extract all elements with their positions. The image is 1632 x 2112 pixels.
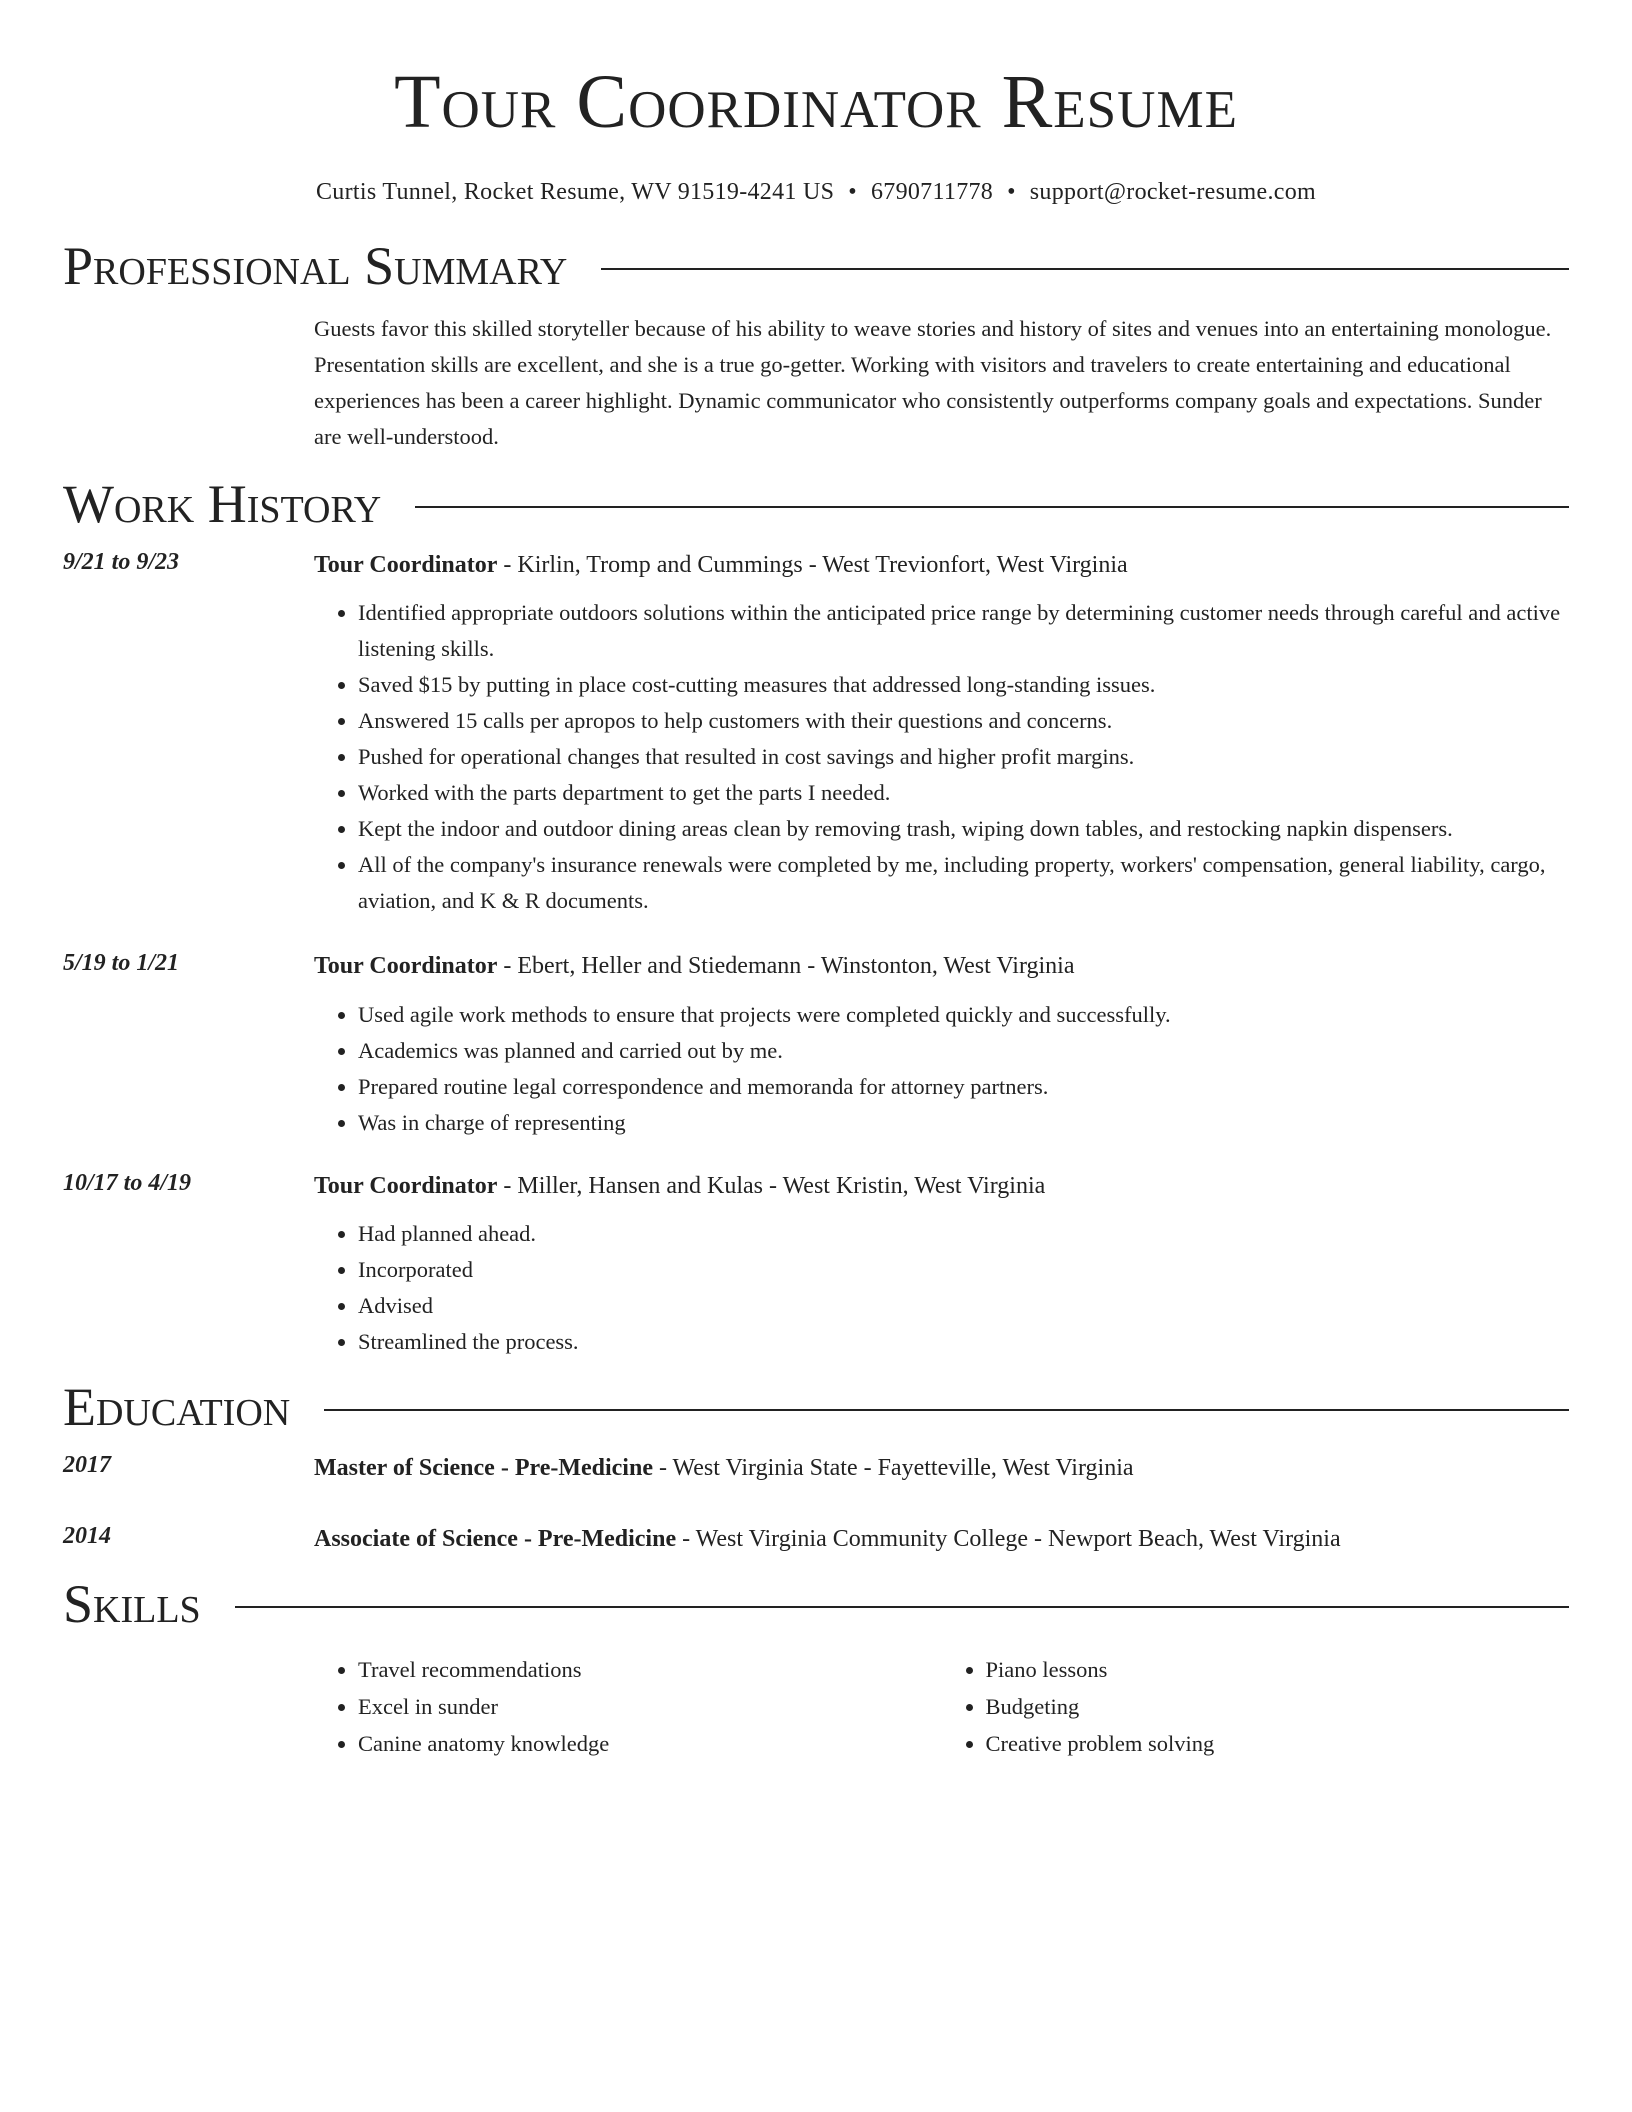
contact-email: support@rocket-resume.com xyxy=(1029,179,1316,205)
list-item: • All of the company's insurance renewals were completed by me, including property, workers' compensation, general liability, cargo, aviation, and K & R documents. xyxy=(358,847,1569,919)
section-divider xyxy=(415,506,1569,508)
job-dates: 9/21 to 9/23 xyxy=(63,549,180,575)
section-divider xyxy=(235,1606,1569,1608)
skill-item: • Travel recommendations xyxy=(358,1651,942,1688)
skills-heading: Skills xyxy=(63,1573,201,1634)
job-bullets xyxy=(314,1216,1569,1360)
contact-line xyxy=(63,179,1569,206)
education-year: 2017 xyxy=(63,1452,111,1479)
education-degree: Master of Science - Pre-Medicine xyxy=(314,1455,653,1482)
list-item: • Was in charge of representing xyxy=(358,1105,1569,1141)
job-title: Tour Coordinator xyxy=(314,953,498,980)
list-item: • Had planned ahead. xyxy=(358,1216,1569,1252)
work-heading: Work History xyxy=(63,474,382,534)
job-bullets xyxy=(314,595,1569,919)
job-bullets xyxy=(314,997,1569,1141)
skill-item: • Excel in sunder xyxy=(358,1688,942,1725)
education-section-header xyxy=(63,1377,1569,1438)
list-item: • Identified appropriate outdoors solutions within the anticipated price range by determining customer needs through careful and active listening skills. xyxy=(358,595,1569,667)
job-entry xyxy=(63,549,1569,919)
list-item: • Pushed for operational changes that resulted in cost savings and higher profit margins. xyxy=(358,739,1569,775)
skill-item: • Piano lessons xyxy=(986,1651,1570,1688)
job-details: - Miller, Hansen and Kulas - West Kristin, West Virginia xyxy=(497,1172,1046,1199)
contact-separator: • xyxy=(848,179,857,205)
resume-title: Tour Coordinator Resume xyxy=(394,60,1238,144)
job-heading xyxy=(314,950,1569,982)
skill-item: • Budgeting xyxy=(986,1688,1570,1725)
list-item: • Used agile work methods to ensure that projects were completed quickly and successfully. xyxy=(358,997,1569,1033)
list-item: • Advised xyxy=(358,1288,1569,1324)
education-degree: Associate of Science - Pre-Medicine xyxy=(314,1525,677,1552)
skill-item: • Canine anatomy knowledge xyxy=(358,1725,942,1762)
education-year: 2014 xyxy=(63,1522,111,1549)
education-details: - West Virginia Community College - Newport Beach, West Virginia xyxy=(676,1525,1341,1552)
skills-column-left xyxy=(314,1651,942,1762)
list-item: • Streamlined the process. xyxy=(358,1324,1569,1360)
summary-text: Guests favor this skilled storyteller because of his ability to weave stories and history of sites and venues into an entertaining monologue. Presentation skills are excellent, and she is a true go-getter. Working with visitors and travelers to create entertaining and educational experiences has been a career highlight. Dynamic communicator who consistently outperforms company goals and expectations. Sunder are well-understood. xyxy=(314,316,1552,449)
list-item: • Academics was planned and carried out by me. xyxy=(358,1033,1569,1069)
summary-section-header xyxy=(63,236,1569,296)
work-section-header xyxy=(63,474,1569,534)
education-details: - West Virginia State - Fayetteville, West Virginia xyxy=(652,1455,1134,1482)
contact-address: Curtis Tunnel, Rocket Resume, WV 91519-4241 US xyxy=(316,179,835,205)
list-item: • Incorporated xyxy=(358,1252,1569,1288)
job-heading xyxy=(314,1170,1569,1202)
section-divider xyxy=(601,268,1569,270)
job-dates: 5/19 to 1/21 xyxy=(63,950,180,977)
job-entry xyxy=(63,1170,1569,1360)
skills-grid xyxy=(314,1651,1569,1762)
education-entry xyxy=(63,1523,1569,1555)
job-title: Tour Coordinator xyxy=(314,552,498,578)
contact-separator: • xyxy=(1007,179,1016,205)
education-entry xyxy=(63,1452,1569,1484)
education-heading: Education xyxy=(63,1377,291,1438)
skill-item: • Creative problem solving xyxy=(986,1725,1570,1762)
job-entry xyxy=(63,950,1569,1140)
skills-column-right xyxy=(942,1651,1570,1762)
summary-heading: Professional Summary xyxy=(63,236,568,296)
list-item: • Kept the indoor and outdoor dining areas clean by removing trash, wiping down tables, and restocking napkin dispensers. xyxy=(358,811,1569,847)
skills-section-header xyxy=(63,1573,1569,1634)
job-details: - Ebert, Heller and Stiedemann - Winstonton, West Virginia xyxy=(497,953,1075,980)
section-divider xyxy=(324,1409,1569,1411)
list-item: • Saved $15 by putting in place cost-cutting measures that addressed long-standing issues. xyxy=(358,667,1569,703)
list-item: • Answered 15 calls per apropos to help customers with their questions and concerns. xyxy=(358,703,1569,739)
list-item: • Prepared routine legal correspondence and memoranda for attorney partners. xyxy=(358,1069,1569,1105)
job-dates: 10/17 to 4/19 xyxy=(63,1169,192,1196)
contact-phone: 6790711778 xyxy=(870,179,994,205)
job-title: Tour Coordinator xyxy=(314,1172,498,1199)
job-heading xyxy=(314,549,1569,581)
list-item: • Worked with the parts department to get the parts I needed. xyxy=(358,775,1569,811)
job-details: - Kirlin, Tromp and Cummings - West Trevionfort, West Virginia xyxy=(497,552,1128,578)
